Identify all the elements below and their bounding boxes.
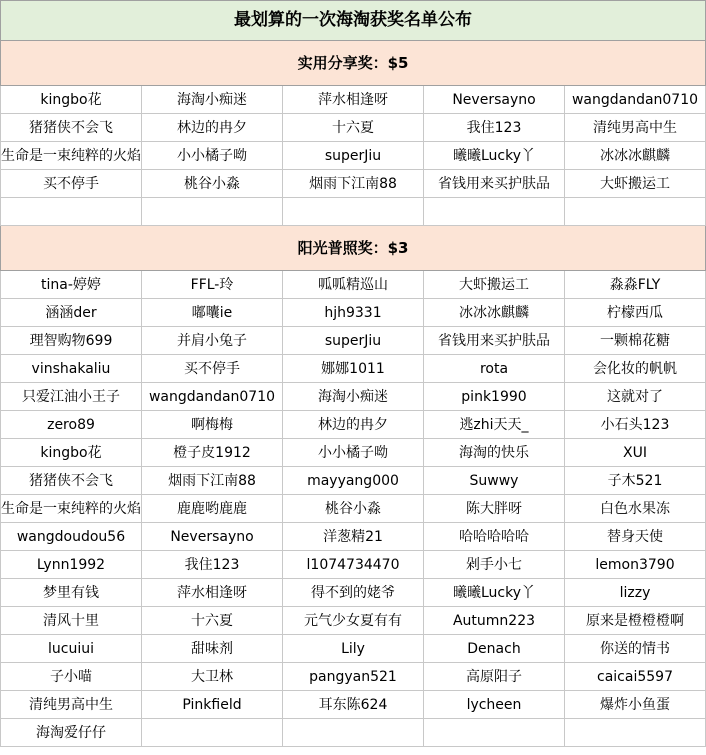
winner-cell: pangyan521 bbox=[283, 663, 424, 691]
winner-cell: kingbo花 bbox=[1, 439, 142, 467]
winner-cell bbox=[283, 719, 424, 747]
winner-cell: 淼淼FLY bbox=[565, 271, 706, 299]
winner-cell: 我住123 bbox=[424, 114, 565, 142]
winner-cell: 这就对了 bbox=[565, 383, 706, 411]
winner-cell: superJiu bbox=[283, 327, 424, 355]
winner-cell: 并肩小兔子 bbox=[142, 327, 283, 355]
winner-cell: 元气少女夏有有 bbox=[283, 607, 424, 635]
winner-cell: vinshakaliu bbox=[1, 355, 142, 383]
table-row bbox=[1, 411, 706, 439]
table-row bbox=[1, 691, 706, 719]
winner-cell: 我住123 bbox=[142, 551, 283, 579]
winner-cell: Suwwy bbox=[424, 467, 565, 495]
winner-cell: 小石头123 bbox=[565, 411, 706, 439]
winner-cell: 会化妆的帆帆 bbox=[565, 355, 706, 383]
table-row bbox=[1, 142, 706, 170]
table-row bbox=[1, 383, 706, 411]
winner-cell bbox=[424, 719, 565, 747]
winner-cell: kingbo花 bbox=[1, 86, 142, 114]
winner-cell: wangdandan0710 bbox=[565, 86, 706, 114]
winner-cell: l1074734470 bbox=[283, 551, 424, 579]
table-row bbox=[1, 523, 706, 551]
table-row bbox=[1, 114, 706, 142]
winner-cell: 烟雨下江南88 bbox=[283, 170, 424, 198]
winner-cell: mayyang000 bbox=[283, 467, 424, 495]
winner-cell: 梦里有钱 bbox=[1, 579, 142, 607]
table-row bbox=[1, 635, 706, 663]
winner-cell: Neversayno bbox=[424, 86, 565, 114]
winner-cell: 大卫林 bbox=[142, 663, 283, 691]
winner-cell: Neversayno bbox=[142, 523, 283, 551]
table-row bbox=[1, 198, 706, 226]
winner-cell: 买不停手 bbox=[1, 170, 142, 198]
winner-cell: 嘟囔ie bbox=[142, 299, 283, 327]
winner-cell: 哈哈哈哈哈 bbox=[424, 523, 565, 551]
winner-cell: 曦曦Lucky丫 bbox=[424, 142, 565, 170]
winner-cell: wangdoudou56 bbox=[1, 523, 142, 551]
winner-cell: 理智购物699 bbox=[1, 327, 142, 355]
winner-cell: lucuiui bbox=[1, 635, 142, 663]
winner-cell: 得不到的姥爷 bbox=[283, 579, 424, 607]
winner-cell bbox=[565, 719, 706, 747]
winner-cell: 橙子皮1912 bbox=[142, 439, 283, 467]
winner-cell: 小小橘子呦 bbox=[142, 142, 283, 170]
winner-cell: 十六夏 bbox=[142, 607, 283, 635]
winner-cell: 海淘小痴迷 bbox=[283, 383, 424, 411]
winner-cell: 逃zhi天天_ bbox=[424, 411, 565, 439]
winner-cell: 子木521 bbox=[565, 467, 706, 495]
winner-cell bbox=[424, 198, 565, 226]
winner-cell: 生命是一束纯粹的火焰 bbox=[1, 495, 142, 523]
table-row bbox=[1, 607, 706, 635]
winner-cell: 十六夏 bbox=[283, 114, 424, 142]
winner-cell bbox=[142, 719, 283, 747]
table-row bbox=[1, 551, 706, 579]
winner-cell: 冰冰冰麒麟 bbox=[424, 299, 565, 327]
winner-cell: superJiu bbox=[283, 142, 424, 170]
winner-cell: lemon3790 bbox=[565, 551, 706, 579]
winner-cell: zero89 bbox=[1, 411, 142, 439]
winner-cell: 柠檬西瓜 bbox=[565, 299, 706, 327]
winner-cell: tina-婷婷 bbox=[1, 271, 142, 299]
winner-cell: 爆炸小鱼蛋 bbox=[565, 691, 706, 719]
winner-cell: 只爱江油小王子 bbox=[1, 383, 142, 411]
winner-cell: XUI bbox=[565, 439, 706, 467]
winner-cell: 陈大胖呀 bbox=[424, 495, 565, 523]
winner-cell: 娜娜1011 bbox=[283, 355, 424, 383]
table-row bbox=[1, 495, 706, 523]
winner-cell: 清风十里 bbox=[1, 607, 142, 635]
title-row bbox=[1, 1, 706, 41]
winner-cell: 你送的情书 bbox=[565, 635, 706, 663]
winner-cell: 林边的冉夕 bbox=[283, 411, 424, 439]
winner-cell bbox=[283, 198, 424, 226]
section-heading: 实用分享奖：$5 bbox=[1, 41, 706, 86]
winner-cell: 猪猪侠不会飞 bbox=[1, 467, 142, 495]
winner-cell: 猪猪侠不会飞 bbox=[1, 114, 142, 142]
winner-cell: 省钱用来买护肤品 bbox=[424, 170, 565, 198]
winner-cell: pink1990 bbox=[424, 383, 565, 411]
winner-cell: 剁手小七 bbox=[424, 551, 565, 579]
table-row bbox=[1, 579, 706, 607]
winner-cell: 烟雨下江南88 bbox=[142, 467, 283, 495]
winner-cell: 高原阳子 bbox=[424, 663, 565, 691]
winner-cell: 省钱用来买护肤品 bbox=[424, 327, 565, 355]
winner-cell: 海淘的快乐 bbox=[424, 439, 565, 467]
winner-cell: hjh9331 bbox=[283, 299, 424, 327]
winner-cell: caicai5597 bbox=[565, 663, 706, 691]
winner-cell: 呱呱精巡山 bbox=[283, 271, 424, 299]
winner-cell bbox=[142, 198, 283, 226]
table-row bbox=[1, 170, 706, 198]
winner-cell: 萍水相逢呀 bbox=[142, 579, 283, 607]
winner-cell: rota bbox=[424, 355, 565, 383]
winner-cell: Lynn1992 bbox=[1, 551, 142, 579]
winner-cell: 生命是一束纯粹的火焰 bbox=[1, 142, 142, 170]
winner-cell: 替身天使 bbox=[565, 523, 706, 551]
table-row bbox=[1, 327, 706, 355]
table-row bbox=[1, 439, 706, 467]
winner-cell: 海淘爱仔仔 bbox=[1, 719, 142, 747]
winner-cell: 清纯男高中生 bbox=[1, 691, 142, 719]
winner-cell: 甜味剂 bbox=[142, 635, 283, 663]
winner-cell: 一颗棉花糖 bbox=[565, 327, 706, 355]
winner-cell: 大虾搬运工 bbox=[424, 271, 565, 299]
table-row bbox=[1, 299, 706, 327]
table-row bbox=[1, 355, 706, 383]
winner-cell bbox=[1, 198, 142, 226]
winner-cell: 买不停手 bbox=[142, 355, 283, 383]
winner-cell: 曦曦Lucky丫 bbox=[424, 579, 565, 607]
winner-cell: lycheen bbox=[424, 691, 565, 719]
section-header-row bbox=[1, 226, 706, 271]
section-heading: 阳光普照奖：$3 bbox=[1, 226, 706, 271]
table-row bbox=[1, 719, 706, 747]
winner-cell: 萍水相逢呀 bbox=[283, 86, 424, 114]
winner-cell: lizzy bbox=[565, 579, 706, 607]
table-row bbox=[1, 663, 706, 691]
winner-cell bbox=[565, 198, 706, 226]
winner-cell: 大虾搬运工 bbox=[565, 170, 706, 198]
winner-cell: FFL-玲 bbox=[142, 271, 283, 299]
winner-cell: 啊梅梅 bbox=[142, 411, 283, 439]
winner-cell: 小小橘子呦 bbox=[283, 439, 424, 467]
winner-cell: 子小喵 bbox=[1, 663, 142, 691]
winner-cell: 白色水果冻 bbox=[565, 495, 706, 523]
winner-cell: 涵涵der bbox=[1, 299, 142, 327]
table-row bbox=[1, 271, 706, 299]
table-row bbox=[1, 86, 706, 114]
winner-cell: 海淘小痴迷 bbox=[142, 86, 283, 114]
winner-cell: 洋葱精21 bbox=[283, 523, 424, 551]
page-title: 最划算的一次海淘获奖名单公布 bbox=[1, 1, 706, 41]
winner-cell: 桃谷小淼 bbox=[142, 170, 283, 198]
winner-cell: 耳东陈624 bbox=[283, 691, 424, 719]
winner-cell: Lily bbox=[283, 635, 424, 663]
winner-cell: 桃谷小淼 bbox=[283, 495, 424, 523]
winner-cell: 林边的冉夕 bbox=[142, 114, 283, 142]
winner-cell: Denach bbox=[424, 635, 565, 663]
winner-cell: Pinkfield bbox=[142, 691, 283, 719]
winner-cell: 原来是橙橙橙啊 bbox=[565, 607, 706, 635]
section-header-row bbox=[1, 41, 706, 86]
table-row bbox=[1, 467, 706, 495]
winner-cell: Autumn223 bbox=[424, 607, 565, 635]
winner-cell: wangdandan0710 bbox=[142, 383, 283, 411]
winner-cell: 冰冰冰麒麟 bbox=[565, 142, 706, 170]
winner-cell: 鹿鹿哟鹿鹿 bbox=[142, 495, 283, 523]
winner-cell: 清纯男高中生 bbox=[565, 114, 706, 142]
